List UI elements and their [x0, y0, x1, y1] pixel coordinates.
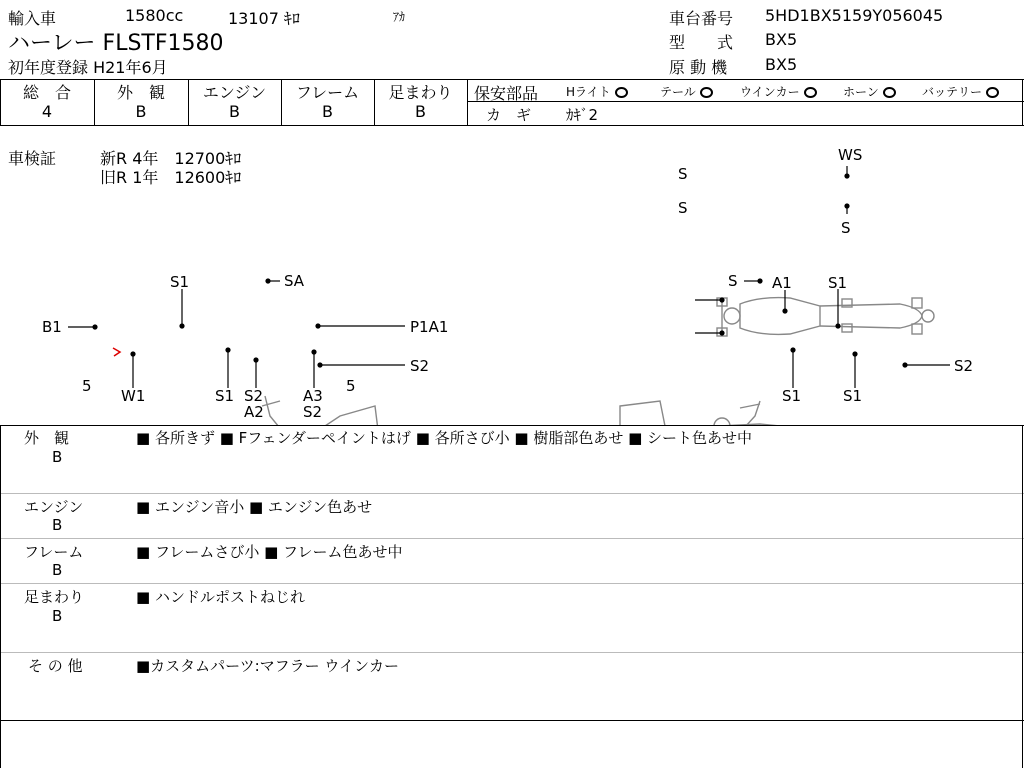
frame-grade: B — [322, 102, 333, 121]
diagram-label: S2 — [954, 357, 974, 375]
diagram-label: S — [678, 165, 688, 183]
import-label: 輸入車 — [8, 9, 57, 28]
diagram-label: A2 — [244, 403, 264, 421]
safety-headlight: Hライト — [566, 83, 628, 100]
safety-horn: ホーン — [843, 83, 896, 100]
divider — [0, 652, 1024, 653]
diagram-label: S1 — [843, 387, 863, 405]
safety-tail: テール — [660, 83, 713, 100]
ok-circle-icon — [986, 87, 999, 98]
divider — [0, 720, 1024, 721]
remark-label: 足まわり — [24, 588, 85, 606]
diagram-label: P1A1 — [410, 318, 449, 336]
remark-items: ■ 各所きず ■ Fフェンダーペイントはげ ■ 各所さび小 ■ 樹脂部色あせ ■ シート色あせ中 — [136, 429, 753, 447]
right-view-outline — [620, 401, 935, 426]
frame-number: 5HD1BX5159Y056045 — [765, 6, 944, 25]
type-value: BX5 — [765, 30, 798, 49]
displacement: 1580cc — [125, 6, 184, 25]
key-label: カ ギ — [486, 106, 532, 124]
divider — [0, 538, 1024, 539]
divider — [1022, 425, 1023, 768]
safety-battery: バッテリー — [922, 83, 999, 100]
overall-grade: 4 — [41, 102, 53, 121]
ok-circle-icon — [804, 87, 817, 98]
engine-grade: B — [229, 102, 240, 121]
diagram-label: S1 — [215, 387, 235, 405]
maker-model: ハーレー FLSTF1580 — [8, 31, 224, 56]
remark-items: ■ フレームさび小 ■ フレーム色あせ中 — [136, 543, 403, 561]
suspension-grade: B — [415, 102, 426, 121]
diagram-label: 5 — [346, 377, 356, 395]
damage-diagram — [0, 126, 1024, 426]
remark-grade: B — [52, 561, 63, 579]
engine-model-label: 原 動 機 — [669, 58, 728, 77]
engine-model-value: BX5 — [765, 55, 798, 74]
mileage: 13107 ｷﾛ — [228, 9, 300, 28]
inspection-old: 旧R 1年 12600ｷﾛ — [100, 168, 242, 187]
diagram-label: S — [841, 219, 851, 237]
remark-label: 外 観 — [24, 429, 70, 447]
diagram-label: B1 — [42, 318, 62, 336]
remark-grade: B — [52, 607, 63, 625]
diagram-label: WS — [838, 146, 863, 164]
diagram-label: A3 — [303, 387, 323, 405]
safety-winker: ウインカー — [740, 83, 817, 100]
diagram-label: A1 — [772, 274, 792, 292]
engine-label: エンジン — [202, 83, 267, 102]
first-registration: 初年度登録 H21年6月 — [8, 58, 168, 77]
remark-items: ■カスタムパーツ:マフラー ウインカー — [136, 657, 399, 675]
divider — [0, 425, 1, 768]
ok-circle-icon — [883, 87, 896, 98]
diagram-label: S1 — [828, 274, 848, 292]
inspection-new: 新R 4年 12700ｷﾛ — [100, 149, 242, 168]
remark-items: ■ ハンドルポストねじれ — [136, 588, 305, 606]
exterior-label: 外 観 — [116, 83, 165, 102]
type-label: 型 式 — [669, 33, 734, 52]
key-value: ｶｷﾞ2 — [566, 106, 599, 124]
diagram-label: S1 — [782, 387, 802, 405]
remark-grade: B — [52, 516, 63, 534]
ok-circle-icon — [615, 87, 628, 98]
damage-mark — [113, 348, 120, 356]
frame-label: フレーム — [295, 83, 360, 102]
divider — [1022, 79, 1023, 126]
color-value: ｱｶ — [393, 10, 406, 24]
suspension-label: 足まわり — [388, 83, 453, 102]
ok-circle-icon — [700, 87, 713, 98]
diagram-label: 5 — [82, 377, 92, 395]
inspection-label: 車検証 — [8, 149, 57, 168]
divider — [0, 583, 1024, 584]
frame-number-label: 車台番号 — [669, 9, 734, 28]
overall-label: 総 合 — [22, 83, 71, 102]
diagram-label: S1 — [170, 273, 190, 291]
divider — [467, 79, 468, 126]
diagram-label: S2 — [410, 357, 430, 375]
top-view-outline — [717, 298, 934, 336]
diagram-label: S2 — [303, 403, 323, 421]
divider — [0, 493, 1024, 494]
diagram-label: S — [728, 272, 738, 290]
divider — [468, 101, 1024, 102]
safety-parts-label: 保安部品 — [474, 84, 539, 103]
diagram-label: SA — [284, 272, 305, 290]
remark-grade: B — [52, 448, 63, 466]
remark-label: フレーム — [24, 543, 84, 561]
diagram-label: S2 — [244, 387, 264, 405]
divider — [0, 425, 1024, 426]
exterior-grade: B — [135, 102, 147, 121]
remark-items: ■ エンジン音小 ■ エンジン色あせ — [136, 498, 373, 516]
remark-label: そ の 他 — [28, 657, 83, 675]
diagram-label: W1 — [121, 387, 146, 405]
remark-label: エンジン — [24, 498, 84, 516]
diagram-label: S — [678, 199, 688, 217]
